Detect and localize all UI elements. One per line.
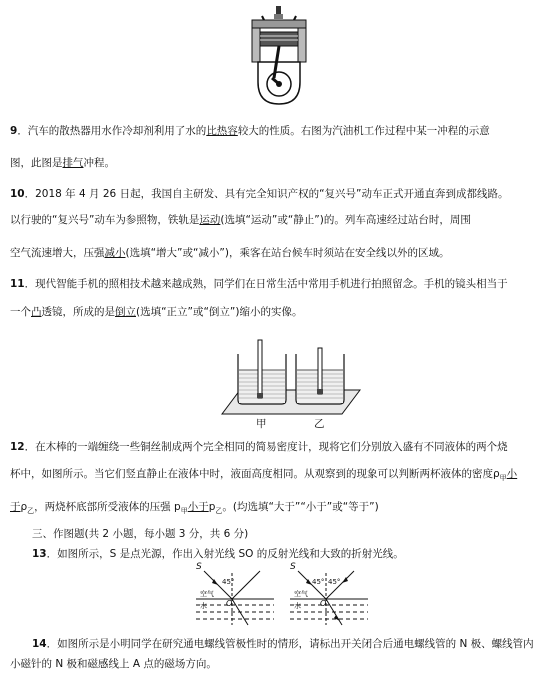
q11-answer-2: 倒立 [115,306,136,318]
water-label-left: 水 [200,602,207,610]
q13-number: 13 [32,548,47,560]
point-o-left: O [226,599,233,608]
engine-diagram [248,6,310,106]
angle-left: 45° [222,578,235,586]
angle-right-1: 45° [312,578,325,586]
q12-answer-1a: 小 [506,468,518,480]
q14-line1: 14．如图所示是小明同学在研究通电螺线管极性时的情形，请标出开关闭合后通电螺线管的 N 极、螺线管内 [32,638,534,650]
beaker-label-b: 乙 [314,418,325,430]
point-o-right: O [320,599,327,608]
q14-line2: 小磁针的 N 极和磁感线上 A 点的磁场方向。 [10,658,217,670]
q9-answer-2: 排气 [62,157,84,169]
q11-number: 11 [10,278,25,290]
q12-line2: 杯中，如图所示。当它们竖直静止在液体中时，液面高度相同。从观察到的现象可以判断两杯液体的密度$\rho_甲$小 [10,468,518,483]
q12-line3: 于$\rho_乙$，两烧杯底部所受液体的压强 $p_甲$小于$p_乙$。(均选填“大于”“小于”或“等于”) [10,501,379,516]
q12-answer-2: 小于 [187,501,209,513]
water-label-right: 水 [294,602,301,610]
q12-line1: 12．在木棒的一端缠绕一些铜丝制成两个完全相同的简易密度计，现将它们分别放入盛有不同液体的两个烧 [10,441,508,453]
point-s-right: S [290,562,296,572]
point-s-left: S [196,562,202,572]
q13-line: 13．如图所示，S 是点光源，作出入射光线 SO 的反射光线和大致的折射光线。 [32,548,404,560]
section-3-heading: 三、作图题(共 2 小题，每小题 3 分，共 6 分) [32,528,249,540]
q11-line1: 11．现代智能手机的照相技术越来越成熟，同学们在日常生活中常用手机进行拍照留念。手机的镜头相当于 [10,278,508,290]
refraction-diagram-left [196,563,274,627]
q10-number: 10 [10,188,25,200]
q10-answer-2: 减小 [104,247,126,259]
q11-answer-1: 凸 [31,306,42,318]
q9-answer-1: 比热容 [206,125,238,137]
air-label-right: 空气 [294,590,308,598]
q14-number: 14 [32,638,47,650]
q9-line1: 9．汽车的散热器用水作冷却剂利用了水的比热容较大的性质。右图为汽油机工作过程中某一冲程的示意 [10,125,490,137]
refraction-diagram-right [290,563,368,627]
q10-answer-1: 运动 [199,214,221,226]
air-label-left: 空气 [200,590,214,598]
q10-line2: 以行驶的“复兴号”动车为参照物，铁轨是运动(选填“运动”或“静止”)的。列车高速经过站台时，周围 [10,214,471,226]
q10-line3: 空气流速增大，压强减小(选填“增大”或“减小”)，乘客在站台候车时须站在安全线以外的区域。 [10,247,450,259]
q11-line2: 一个凸透镜，所成的是倒立(选填“正立”或“倒立”)缩小的实像。 [10,306,303,318]
beaker-label-a: 甲 [256,418,267,430]
q9-number: 9 [10,125,18,137]
angle-right-2: 45° [328,578,341,586]
q9-line2: 图，此图是排气冲程。 [10,157,115,169]
q10-line1: 10．2018 年 4 月 26 日起，我国自主研发、具有完全知识产权的“复兴号”动车正式开通直奔到成都线路。 [10,188,509,200]
q12-number: 12 [10,441,25,453]
beakers-diagram [218,338,362,432]
